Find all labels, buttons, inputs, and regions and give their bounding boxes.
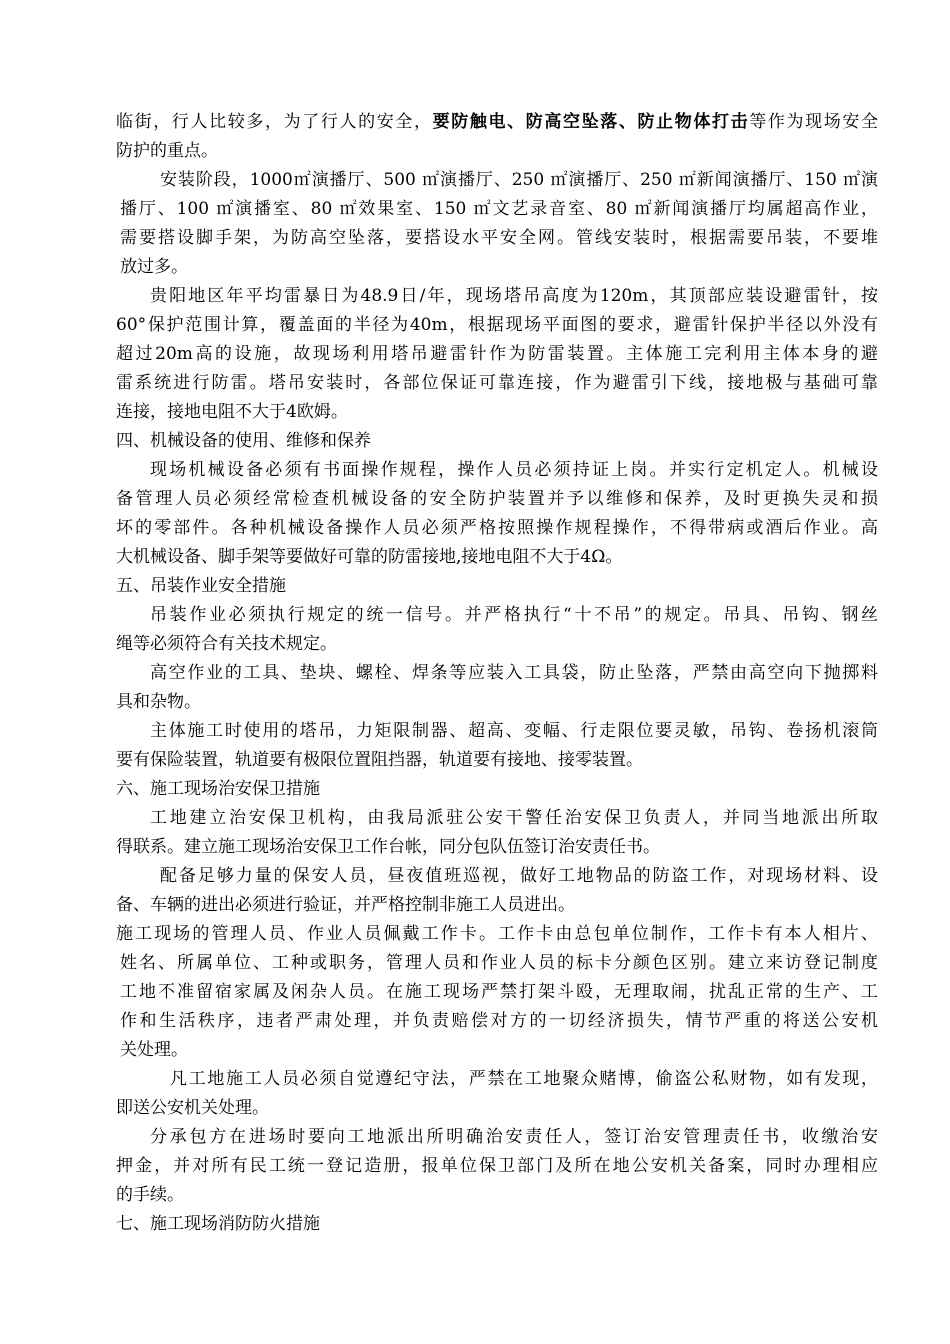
paragraph-line: 雷系统进行防雷。塔吊安装时，各部位保证可靠连接，作为避雷引下线，接地极与基础可靠 [116,373,878,393]
paragraph-line: 得联系。建立施工现场治安保卫工作台帐，同分包队伍签订治安责任书。 [116,837,660,857]
paragraph-line: 需要搭设脚手架，为防高空坠落，要搭设水平安全网。管线安装时，根据需要吊装，不要堆 [120,228,878,248]
paragraph-line: 高空作业的工具、垫块、螺栓、焊条等应装入工具袋，防止坠落，严禁由高空向下抛掷料 [150,663,878,683]
paragraph-line: 坏的零部件。各种机械设备操作人员必须严格按照操作规程操作，不得带病或酒后作业。高 [116,518,878,538]
paragraph-line: 备管理人员必须经常检查机械设备的安全防护装置并予以维修和保养，及时更换失灵和损 [116,489,878,509]
paragraph-line: 大机械设备、脚手架等要做好可靠的防雷接地,接地电阻不大于4Ω。 [116,547,623,567]
paragraph-line: 工地建立治安保卫机构，由我局派驻公安干警任治安保卫负责人，并同当地派出所取 [150,808,878,828]
paragraph-line: 分承包方在进场时要向工地派出所明确治安责任人，签订治安管理责任书，收缴治安 [150,1127,878,1147]
paragraph-line: 姓名、所属单位、工种或职务，管理人员和作业人员的标卡分颜色区别。建立来访登记制度 [120,953,878,973]
paragraph-line: 播厅、100 ㎡演播室、80 ㎡效果室、150 ㎡文艺录音室、80 ㎡新闻演播厅均属超高作业， [120,199,878,219]
paragraph-line: 关处理。 [120,1040,188,1060]
section-heading: 六、施工现场治安保卫措施 [116,779,320,799]
emphasis-text: 要防触电、防高空坠落、防止物体打击 [432,112,750,132]
section-heading: 七、施工现场消防防火措施 [116,1214,320,1234]
paragraph-line: 工地不准留宿家属及闲杂人员。在施工现场严禁打架斗殴，无理取闹，扰乱正常的生产、工 [120,982,878,1002]
paragraph-line: 要有保险装置，轨道要有极限位置阻挡器，轨道要有接地、接零装置。 [116,750,643,770]
paragraph-line: 的手续。 [116,1185,184,1205]
paragraph-line: 即送公安机关处理。 [116,1098,269,1118]
paragraph-line: 凡工地施工人员必须自觉遵纪守法，严禁在工地聚众赌博，偷盗公私财物，如有发现， [170,1069,878,1089]
paragraph-line: 60°保护范围计算，覆盖面的半径为40m，根据现场平面图的要求，避雷针保护半径以外没有 [116,315,878,335]
paragraph-line: 现场机械设备必须有书面操作规程，操作人员必须持证上岗。并实行定机定人。机械设 [150,460,878,480]
paragraph-line: 具和杂物。 [116,692,201,712]
paragraph-line: 防护的重点。 [116,141,218,161]
paragraph-line: 安装阶段，1000㎡演播厅、500 ㎡演播厅、250 ㎡演播厅、250 ㎡新闻演播厅、150 ㎡演 [160,170,878,190]
paragraph-line: 吊装作业必须执行规定的统一信号。并严格执行“十不吊”的规定。吊具、吊钩、钢丝 [150,605,878,625]
paragraph-line: 备、车辆的进出必须进行验证，并严格控制非施工人员进出。 [116,895,575,915]
paragraph-line: 作和生活秩序，违者严肃处理，并负责赔偿对方的一切经济损失，情节严重的将送公安机 [120,1011,878,1031]
document-body [116,112,878,1243]
section-heading: 五、吊装作业安全措施 [116,576,286,596]
paragraph-line: 贵阳地区年平均雷暴日为48.9日/年，现场塔吊高度为120m，其顶部应装设避雷针，按 [150,286,878,306]
paragraph-line [116,112,878,141]
paragraph-line: 绳等必须符合有关技术规定。 [116,634,337,654]
paragraph-line: 超过20m高的设施，故现场利用塔吊避雷针作为防雷装置。主体施工完利用主体本身的避 [116,344,878,364]
paragraph-line: 主体施工时使用的塔吊，力矩限制器、超高、变幅、行走限位要灵敏，吊钩、卷扬机滚筒 [150,721,878,741]
paragraph-line: 配备足够力量的保安人员，昼夜值班巡视，做好工地物品的防盗工作，对现场材料、设 [160,866,878,886]
section-heading: 四、机械设备的使用、维修和保养 [116,431,371,451]
text-run: 临街，行人比较多，为了行人的安全， [116,112,433,132]
paragraph-line: 放过多。 [120,257,188,277]
paragraph-line: 押金，并对所有民工统一登记造册，报单位保卫部门及所在地公安机关备案，同时办理相应 [116,1156,878,1176]
text-run: 等作为现场安全 [749,112,878,132]
paragraph-line: 连接，接地电阻不大于4欧姆。 [116,402,348,422]
paragraph-line: 施工现场的管理人员、作业人员佩戴工作卡。工作卡由总包单位制作，工作卡有本人相片、 [116,924,878,944]
